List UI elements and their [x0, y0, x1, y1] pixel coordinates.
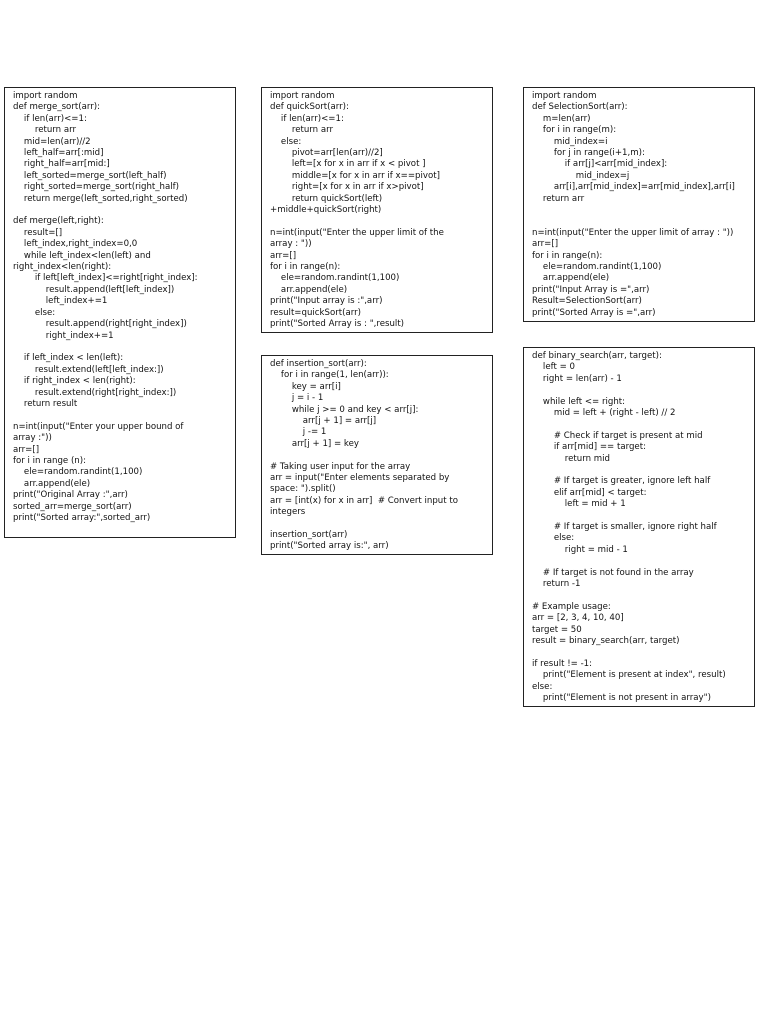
code-line: space: ").split() — [270, 484, 336, 495]
merge-sort-code-box — [4, 87, 236, 538]
code-line: arr = input("Enter elements separated by — [270, 473, 450, 484]
code-line: arr=[] — [270, 250, 297, 261]
code-line: print("Input array is :",arr) — [270, 296, 383, 307]
code-line: def SelectionSort(arr): — [532, 102, 628, 113]
code-line: right_index+=1 — [13, 330, 114, 341]
code-line: ele=random.randint(1,100) — [13, 467, 143, 478]
code-line: import random — [532, 91, 597, 101]
code-line: def merge_sort(arr): — [13, 102, 100, 113]
code-line: def merge(left,right): — [13, 216, 104, 227]
code-line: ele=random.randint(1,100) — [532, 262, 662, 273]
code-line: array : ")) — [270, 239, 312, 250]
code-line: def binary_search(arr, target): — [532, 351, 662, 361]
code-line: left = 0 — [532, 362, 575, 373]
code-line: if result != -1: — [532, 658, 593, 669]
code-line: n=int(input("Enter your upper bound of — [13, 421, 184, 432]
code-line: mid_index=i — [532, 136, 608, 147]
code-line: print("Original Array :",arr) — [13, 490, 128, 501]
code-line: arr.append(ele) — [270, 284, 348, 295]
code-line: j -= 1 — [270, 427, 327, 438]
code-line: mid=len(arr)//2 — [13, 136, 91, 147]
code-line: return merge(left_sorted,right_sorted) — [13, 193, 188, 204]
code-line: print("Sorted Array is =",arr) — [532, 307, 656, 318]
code-line: if left_index < len(left): — [13, 353, 124, 364]
code-line: result.extend(left[left_index:]) — [13, 364, 164, 375]
code-line: result=quickSort(arr) — [270, 307, 362, 318]
code-line: j = i - 1 — [270, 393, 324, 404]
code-line: return mid — [532, 453, 611, 464]
code-line: # If target is greater, ignore left half — [532, 476, 711, 487]
quick-sort-code-box — [261, 87, 493, 333]
code-line — [13, 205, 227, 216]
code-line — [270, 216, 484, 227]
code-line: if arr[mid] == target: — [532, 442, 646, 453]
code-line: arr.append(ele) — [13, 478, 91, 489]
code-line: print("Sorted array:",sorted_arr) — [13, 512, 151, 523]
code-line: middle=[x for x in arr if x==pivot] — [270, 170, 440, 181]
code-line: print("Element is not present in array") — [532, 693, 711, 704]
code-line: for j in range(i+1,m): — [532, 148, 645, 159]
code-line: return arr — [13, 125, 77, 136]
code-line: sorted_arr=merge_sort(arr) — [13, 501, 132, 512]
code-line — [270, 450, 484, 461]
code-line: left=[x for x in arr if x < pivot ] — [270, 159, 426, 170]
code-line: for i in range(n): — [270, 262, 341, 273]
code-line: integers — [270, 507, 306, 518]
code-line: arr = [int(x) for x in arr] # Convert input to — [270, 495, 458, 506]
code-line: print("Element is present at index", result) — [532, 670, 726, 681]
code-line: return quickSort(left) — [270, 193, 383, 204]
code-line: left_index+=1 — [13, 296, 108, 307]
code-line: for i in range(1, len(arr)): — [270, 370, 389, 381]
code-line: else: — [532, 533, 575, 544]
code-line: print("Sorted array is:", arr) — [270, 541, 389, 552]
code-line: # If target is not found in the array — [532, 567, 694, 578]
selection-sort-code-box — [523, 87, 755, 322]
code-line: import random — [270, 91, 335, 101]
code-line: # Example usage: — [532, 601, 611, 612]
code-line: # Check if target is present at mid — [532, 430, 703, 441]
insertion-sort-code-box — [261, 355, 493, 555]
binary-search-code-box — [523, 347, 755, 707]
code-line: return result — [13, 398, 78, 409]
code-line — [532, 647, 746, 658]
code-line: insertion_sort(arr) — [270, 530, 348, 541]
code-line: if right_index < len(right): — [13, 376, 136, 387]
code-line: for i in range(n): — [532, 250, 603, 261]
code-line: result=[] — [13, 227, 63, 238]
code-line: arr.append(ele) — [532, 273, 610, 284]
code-line: arr=[] — [13, 444, 40, 455]
code-line: arr = [2, 3, 4, 10, 40] — [532, 613, 624, 624]
code-line: pivot=arr[len(arr)//2] — [270, 148, 383, 159]
code-line: return -1 — [532, 579, 581, 590]
code-line — [270, 519, 484, 530]
code-line: left_sorted=merge_sort(left_half) — [13, 170, 167, 181]
code-line — [532, 205, 746, 216]
code-line: return arr — [270, 125, 334, 136]
code-line: for i in range(m): — [532, 125, 617, 136]
code-line: for i in range (n): — [13, 455, 87, 466]
code-line — [532, 590, 746, 601]
code-line: result.append(left[left_index]) — [13, 284, 175, 295]
code-line: n=int(input("Enter the upper limit of the — [270, 227, 444, 238]
code-line — [532, 419, 746, 430]
code-line — [13, 342, 227, 353]
code-line: print("Sorted Array is : ",result) — [270, 319, 405, 330]
code-line: import random — [13, 91, 78, 101]
code-line: arr=[] — [532, 239, 559, 250]
code-line: left_half=arr[:mid] — [13, 148, 104, 159]
code-line: right=[x for x in arr if x>pivot] — [270, 182, 424, 193]
code-line — [532, 511, 746, 522]
code-line — [532, 216, 746, 227]
code-line: arr[j + 1] = arr[j] — [270, 416, 377, 427]
code-line — [532, 385, 746, 396]
code-line: else: — [270, 136, 302, 147]
code-line: left_index,right_index=0,0 — [13, 239, 138, 250]
code-line: array :")) — [13, 433, 52, 444]
code-line: else: — [13, 307, 56, 318]
code-line: if len(arr)<=1: — [270, 113, 344, 124]
code-line: arr[j + 1] = key — [270, 438, 359, 449]
code-line: left = mid + 1 — [532, 499, 626, 510]
code-line: else: — [532, 681, 553, 692]
code-line: return arr — [532, 193, 585, 204]
code-line: target = 50 — [532, 624, 582, 635]
code-line: right_sorted=merge_sort(right_half) — [13, 182, 180, 193]
code-line: # If target is smaller, ignore right half — [532, 522, 717, 533]
code-line: ele=random.randint(1,100) — [270, 273, 400, 284]
code-line: result = binary_search(arr, target) — [532, 636, 680, 647]
code-line: while j >= 0 and key < arr[j]: — [270, 404, 419, 415]
code-line: right_index<len(right): — [13, 262, 112, 273]
code-line: key = arr[i] — [270, 381, 341, 392]
code-line: Result=SelectionSort(arr) — [532, 296, 642, 307]
code-line: while left_index<len(left) and — [13, 250, 151, 261]
code-line: mid = left + (right - left) // 2 — [532, 408, 676, 419]
code-line: m=len(arr) — [532, 113, 591, 124]
code-line: elif arr[mid] < target: — [532, 487, 647, 498]
code-line: if left[left_index]<=right[right_index]: — [13, 273, 198, 284]
code-line: +middle+quickSort(right) — [270, 205, 382, 216]
code-line: mid_index=j — [532, 170, 630, 181]
code-line: if arr[j]<arr[mid_index]: — [532, 159, 668, 170]
code-line: print("Input Array is =",arr) — [532, 284, 650, 295]
code-line: result.append(right[right_index]) — [13, 319, 187, 330]
code-line: right = len(arr) - 1 — [532, 373, 622, 384]
code-line: def quickSort(arr): — [270, 102, 349, 113]
code-line: n=int(input("Enter the upper limit of array : ")) — [532, 227, 734, 238]
code-line: while left <= right: — [532, 396, 626, 407]
code-line: arr[i],arr[mid_index]=arr[mid_index],arr[i] — [532, 182, 735, 193]
code-line — [532, 556, 746, 567]
code-line: if len(arr)<=1: — [13, 113, 87, 124]
code-line — [532, 465, 746, 476]
code-line: right_half=arr[mid:] — [13, 159, 110, 170]
code-line: result.extend(right[right_index:]) — [13, 387, 177, 398]
code-line: # Taking user input for the array — [270, 461, 411, 472]
code-line: right = mid - 1 — [532, 544, 628, 555]
code-line: def insertion_sort(arr): — [270, 359, 367, 369]
code-line — [13, 410, 227, 421]
